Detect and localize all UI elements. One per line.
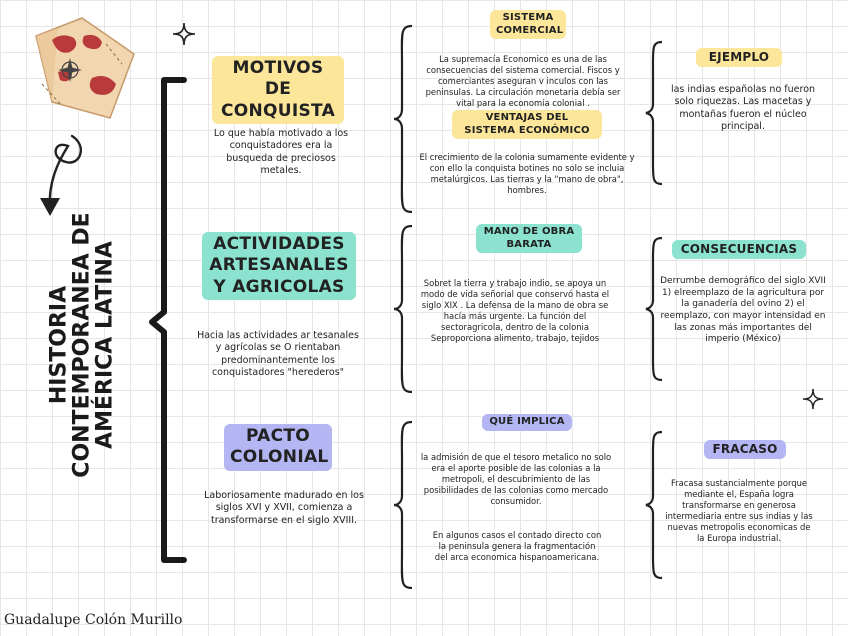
right-text-ejemplo: las indias españolas no fueron solo riquezas. Las macetas y montañas fueron el núcleo principal. [670, 84, 816, 133]
sub-label-ventajas [452, 110, 602, 139]
section-label-line: ACTIVIDADES [213, 234, 345, 254]
brace-right-1 [644, 40, 664, 186]
brace-section-2 [392, 224, 414, 394]
sparkle-icon [802, 388, 824, 410]
main-title-line-2: CONTEMPORANEA DE [69, 212, 95, 478]
main-title-line-3: AMÉRICA LATINA [92, 241, 118, 449]
sub-label-line: COMERCIAL [496, 24, 564, 36]
sub-label-line: VENTAJAS DEL [485, 112, 569, 123]
brace-right-3 [644, 430, 664, 580]
section-text-motivos: Lo que había motivado a los conquistadores era la busqueda de preciosos metales. [213, 128, 349, 177]
section-text-pacto: Laboriosamente madurado en los siglos XVI y XVII, comienza a transformarse en el siglo XVIII. [204, 490, 364, 526]
section-label-pacto [224, 424, 332, 471]
sub-text-mano-obra: Sobret la tierra y trabajo indio, se apoya un modo de vida señorial que conservó hasta el siglo XIX . La defensa de la mano de obra se hacía más urgente. La función del sectoragricola, dentro de la colonia Seproporciona alimento, trabajo, tejidos [420, 278, 610, 343]
sub-text-ventajas: El crecimiento de la colonia sumamente evidente y con ello la conquista botines no solo se incluia metalúrgicos. Las tierras y la "mano de obra", hombres. [419, 152, 635, 195]
section-label-motivos [212, 56, 344, 124]
right-label-fracaso: FRACASO [704, 440, 786, 459]
sub-text-sistema-comercial: La supremacía Economico es una de las consecuencias del sistema comercial. Fiscos y comerciantes aseguran v inculos con las peninsulas. La circulación monetaria debía ser vital para la economía colonial . [425, 54, 621, 108]
section-label-line: PACTO [245, 426, 311, 446]
sub-label-que-implica: QUÉ IMPLICA [482, 414, 572, 431]
main-brace [148, 76, 188, 566]
right-label-consecuencias: CONSECUENCIAS [672, 240, 806, 259]
sub-label-line: SISTEMA ECONÓMICO [464, 124, 590, 136]
section-text-actividades: Hacia las actividades ar tesanales y agrícolas se O rientaban predominantemente los conquistadores "herederos" [197, 330, 359, 379]
section-label-line: MOTIVOS DE [232, 58, 324, 100]
author-name: Guadalupe Colón Murillo [4, 612, 183, 628]
sub-label-sistema-comercial [490, 10, 566, 39]
sub-label-mano-obra [476, 224, 582, 253]
section-label-line: ARTESANALES [209, 255, 349, 276]
right-text-consecuencias: Derrumbe demográfico del siglo XVII 1) elreemplazo de la agricultura por la ganadería del ovino 2) el reemplazo, con mayor intensidad en las zonas más importantes del imperio (México) [660, 276, 826, 345]
sub-text-que-implica: la admisión de que el tesoro metalico no solo era el aporte posible de las colonias a la metropoli, el descubrimiento de las posibilidades de las colonias como mercado consumidor. [420, 452, 612, 506]
section-label-line: CONQUISTA [220, 100, 336, 121]
brace-section-1 [392, 24, 414, 214]
brace-section-3 [392, 420, 414, 590]
sub-label-line: MANO DE OBRA [483, 226, 575, 237]
sparkle-icon [172, 22, 196, 46]
section-label-line: Y AGRICOLAS [213, 276, 345, 297]
section-label-line: COLONIAL [230, 447, 329, 468]
sub-label-line: SISTEMA [502, 12, 554, 23]
section-label-actividades [202, 232, 356, 300]
sub-text-que-implica-2: En algunos casos el contado directo con la peninsula genera la fragmentación del arca economica hispanoamericana. [432, 530, 602, 562]
sub-label-line: BARATA [506, 238, 552, 250]
right-label-ejemplo: EJEMPLO [696, 48, 782, 67]
map-illustration [22, 14, 142, 124]
main-title-line-1: HISTORIA [46, 285, 72, 405]
right-text-fracaso: Fracasa sustancialmente porque mediante el, España logra transformarse en generosa intermediaria entre sus indias y las nuevas metropolis economicas de la Europa industrial. [665, 478, 813, 543]
main-title [47, 185, 116, 505]
